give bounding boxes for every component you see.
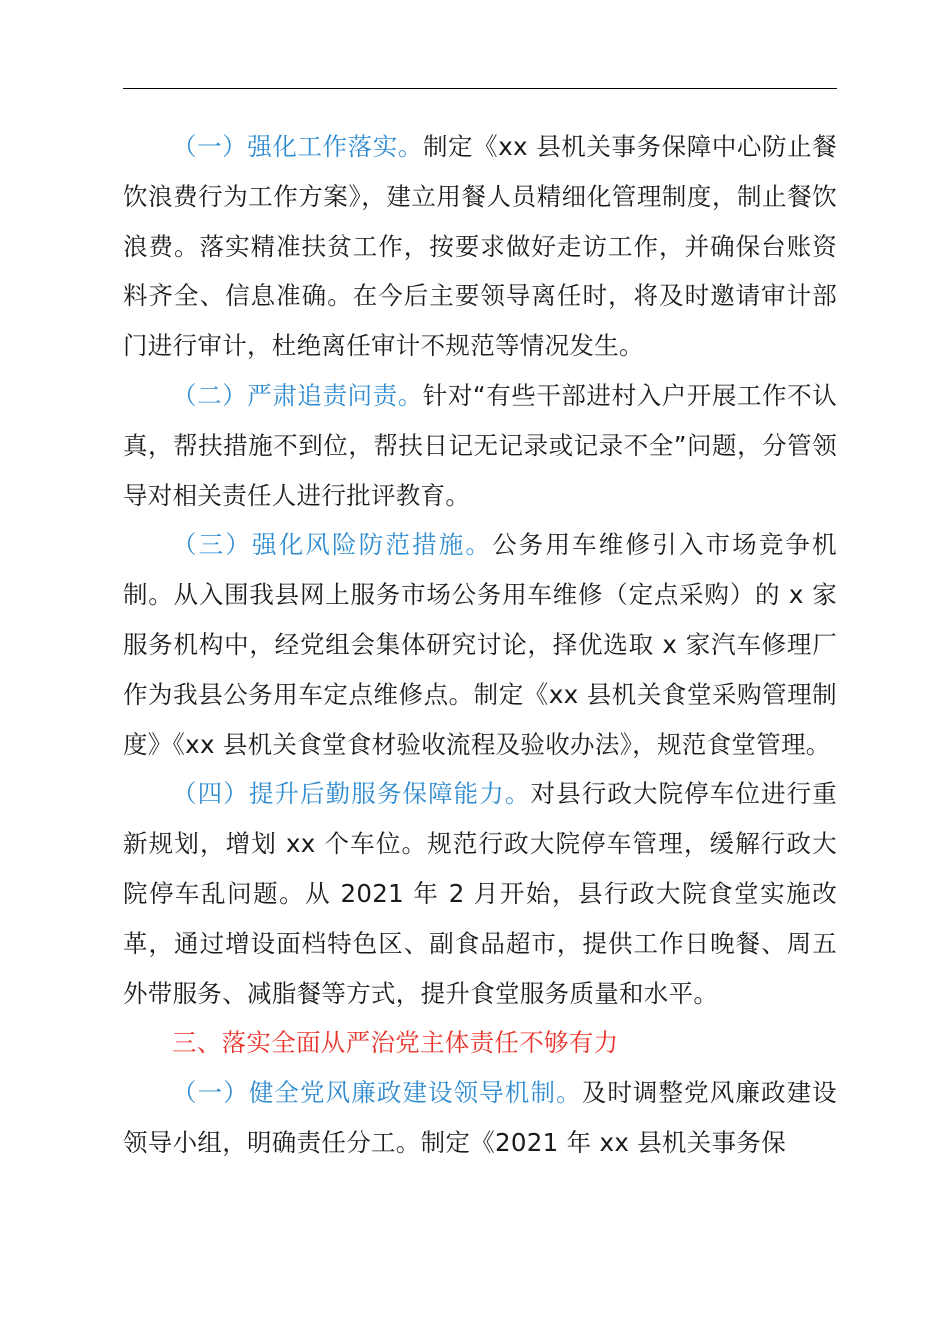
header-rule bbox=[123, 88, 837, 89]
paragraph-1 bbox=[123, 122, 837, 371]
major-heading: 三、落实全面从严治党主体责任不够有力 bbox=[172, 1028, 619, 1058]
section-body-2: 针对“有些干部进村入户开展工作不认真，帮扶措施不到位，帮扶日记无记录或记录不全”问题，分管领导对相关责任人进行批评教育。 bbox=[123, 380, 838, 510]
paragraph-5 bbox=[123, 1068, 837, 1168]
section-heading-2: （二）严肃追责问责。 bbox=[172, 380, 423, 410]
section-body-3: 公务用车维修引入市场竞争机制。从入围我县网上服务市场公务用车维修（定点采购）的 x 家服务机构中，经党组会集体研究讨论，择优选取 x 家汽车修理厂作为我县公务用车定点维修点。制定《xx 县机关食堂采购管理制度》《xx 县机关食堂食材验收流程及验收办法》，规范食堂管理。 bbox=[123, 530, 837, 759]
section-heading-3: （三）强化风险防范措施。 bbox=[172, 530, 493, 560]
section-heading-5: （一）健全党风廉政建设领导机制。 bbox=[172, 1078, 582, 1108]
document-body bbox=[123, 122, 837, 1168]
section-body-1: 制定《xx 县机关事务保障中心防止餐饮浪费行为工作方案》，建立用餐人员精细化管理制度，制止餐饮浪费。落实精准扶贫工作，按要求做好走访工作，并确保台账资料齐全、信息准确。在今后主要领导离任时，将及时邀请审计部门进行审计，杜绝离任审计不规范等情况发生。 bbox=[123, 132, 838, 361]
paragraph-3 bbox=[123, 520, 837, 769]
section-heading-1: （一）强化工作落实。 bbox=[172, 132, 423, 161]
section-body-5: 及时调整党风廉政建设领导小组，明确责任分工。制定《2021 年 xx 县机关事务保 bbox=[123, 1078, 837, 1157]
section-heading-4: （四）提升后勤服务保障能力。 bbox=[172, 779, 531, 809]
paragraph-2 bbox=[123, 371, 837, 520]
section-body-4: 对县行政大院停车位进行重新规划，增划 xx 个车位。规范行政大院停车管理，缓解行政大院停车乱问题。从 2021 年 2 月开始，县行政大院食堂实施改革，通过增设面档特色区、副食品超市，提供工作日晚餐、周五外带服务、减脂餐等方式，提升食堂服务质量和水平。 bbox=[123, 779, 837, 1008]
paragraph-4 bbox=[123, 769, 837, 1018]
